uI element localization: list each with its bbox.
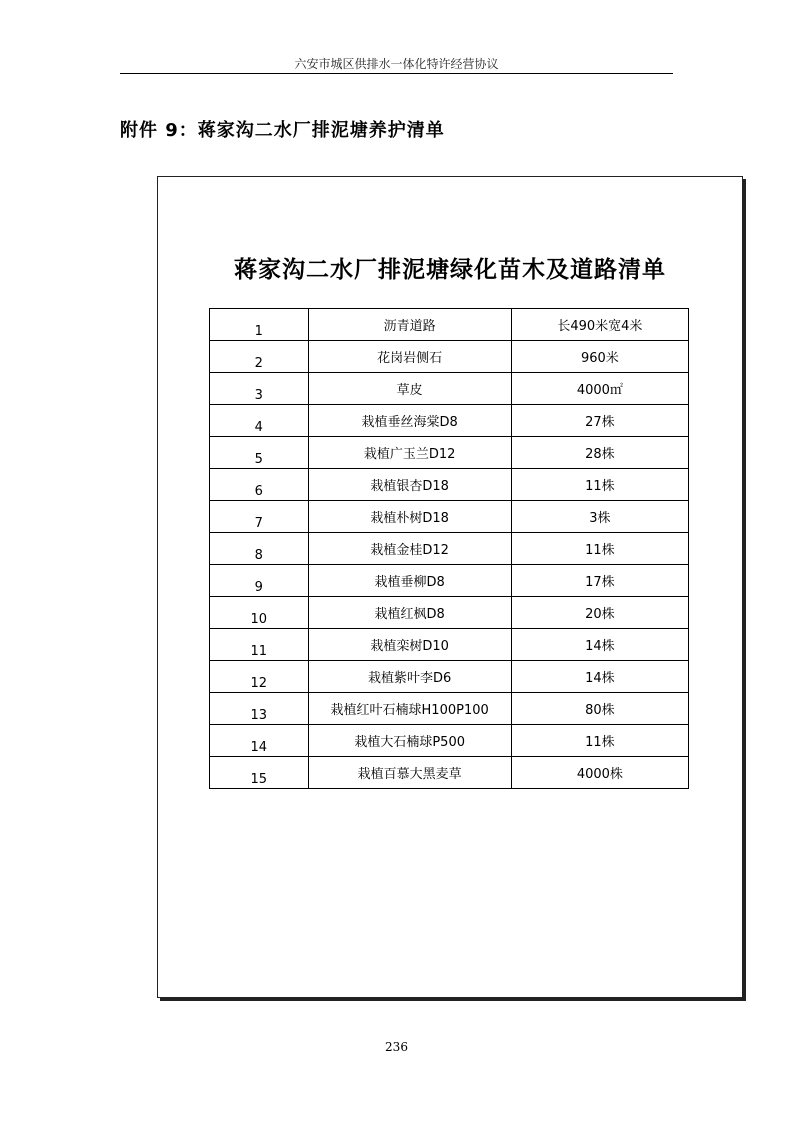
- item-quantity: 20株: [511, 597, 688, 629]
- table-row: [210, 501, 689, 533]
- running-header: 六安市城区供排水一体化特许经营协议: [294, 57, 499, 71]
- table-row: [210, 725, 689, 757]
- table-row: [210, 533, 689, 565]
- item-name: 沥青道路: [308, 309, 511, 341]
- item-name: 栽植朴树D18: [308, 501, 511, 533]
- table-row: [210, 341, 689, 373]
- row-number: 9: [210, 565, 309, 597]
- table-row: [210, 437, 689, 469]
- item-quantity: 17株: [511, 565, 688, 597]
- table-row: [210, 757, 689, 789]
- item-name: 栽植红叶石楠球H100P100: [308, 693, 511, 725]
- row-number: 3: [210, 373, 309, 405]
- item-quantity: 4000㎡: [511, 373, 688, 405]
- row-number: 6: [210, 469, 309, 501]
- item-name: 栽植栾树D10: [308, 629, 511, 661]
- row-number: 15: [210, 757, 309, 789]
- row-number: 7: [210, 501, 309, 533]
- item-name: 栽植紫叶李D6: [308, 661, 511, 693]
- row-number: 13: [210, 693, 309, 725]
- item-quantity: 11株: [511, 533, 688, 565]
- item-name: 栽植垂柳D8: [308, 565, 511, 597]
- item-quantity: 28株: [511, 437, 688, 469]
- item-name: 栽植红枫D8: [308, 597, 511, 629]
- row-number: 11: [210, 629, 309, 661]
- header-rule: [120, 73, 673, 74]
- attachment-title: 附件 9：蒋家沟二水厂排泥塘养护清单: [120, 120, 445, 141]
- inventory-list-title: 蒋家沟二水厂排泥塘绿化苗木及道路清单: [234, 256, 666, 283]
- row-number: 5: [210, 437, 309, 469]
- item-name: 栽植垂丝海棠D8: [308, 405, 511, 437]
- item-quantity: 960米: [511, 341, 688, 373]
- table-row: [210, 629, 689, 661]
- table-row: [210, 565, 689, 597]
- row-number: 10: [210, 597, 309, 629]
- table-row: [210, 373, 689, 405]
- item-name: 栽植银杏D18: [308, 469, 511, 501]
- item-quantity: 长490米宽4米: [511, 309, 688, 341]
- row-number: 8: [210, 533, 309, 565]
- table-row: [210, 469, 689, 501]
- row-number: 2: [210, 341, 309, 373]
- item-name: 栽植大石楠球P500: [308, 725, 511, 757]
- item-quantity: 11株: [511, 725, 688, 757]
- item-name: 花岗岩侧石: [308, 341, 511, 373]
- item-quantity: 4000株: [511, 757, 688, 789]
- item-name: 栽植广玉兰D12: [308, 437, 511, 469]
- page-number: 236: [385, 1040, 408, 1054]
- item-quantity: 3株: [511, 501, 688, 533]
- table-row: [210, 693, 689, 725]
- item-name: 栽植金桂D12: [308, 533, 511, 565]
- item-name: 栽植百慕大黑麦草: [308, 757, 511, 789]
- item-name: 草皮: [308, 373, 511, 405]
- row-number: 12: [210, 661, 309, 693]
- table-row: [210, 597, 689, 629]
- item-quantity: 27株: [511, 405, 688, 437]
- table-row: [210, 405, 689, 437]
- inventory-table: [209, 308, 689, 789]
- row-number: 14: [210, 725, 309, 757]
- inventory-frame: [157, 176, 743, 998]
- row-number: 1: [210, 309, 309, 341]
- item-quantity: 80株: [511, 693, 688, 725]
- item-quantity: 11株: [511, 469, 688, 501]
- row-number: 4: [210, 405, 309, 437]
- item-quantity: 14株: [511, 661, 688, 693]
- table-row: [210, 661, 689, 693]
- item-quantity: 14株: [511, 629, 688, 661]
- table-row: [210, 309, 689, 341]
